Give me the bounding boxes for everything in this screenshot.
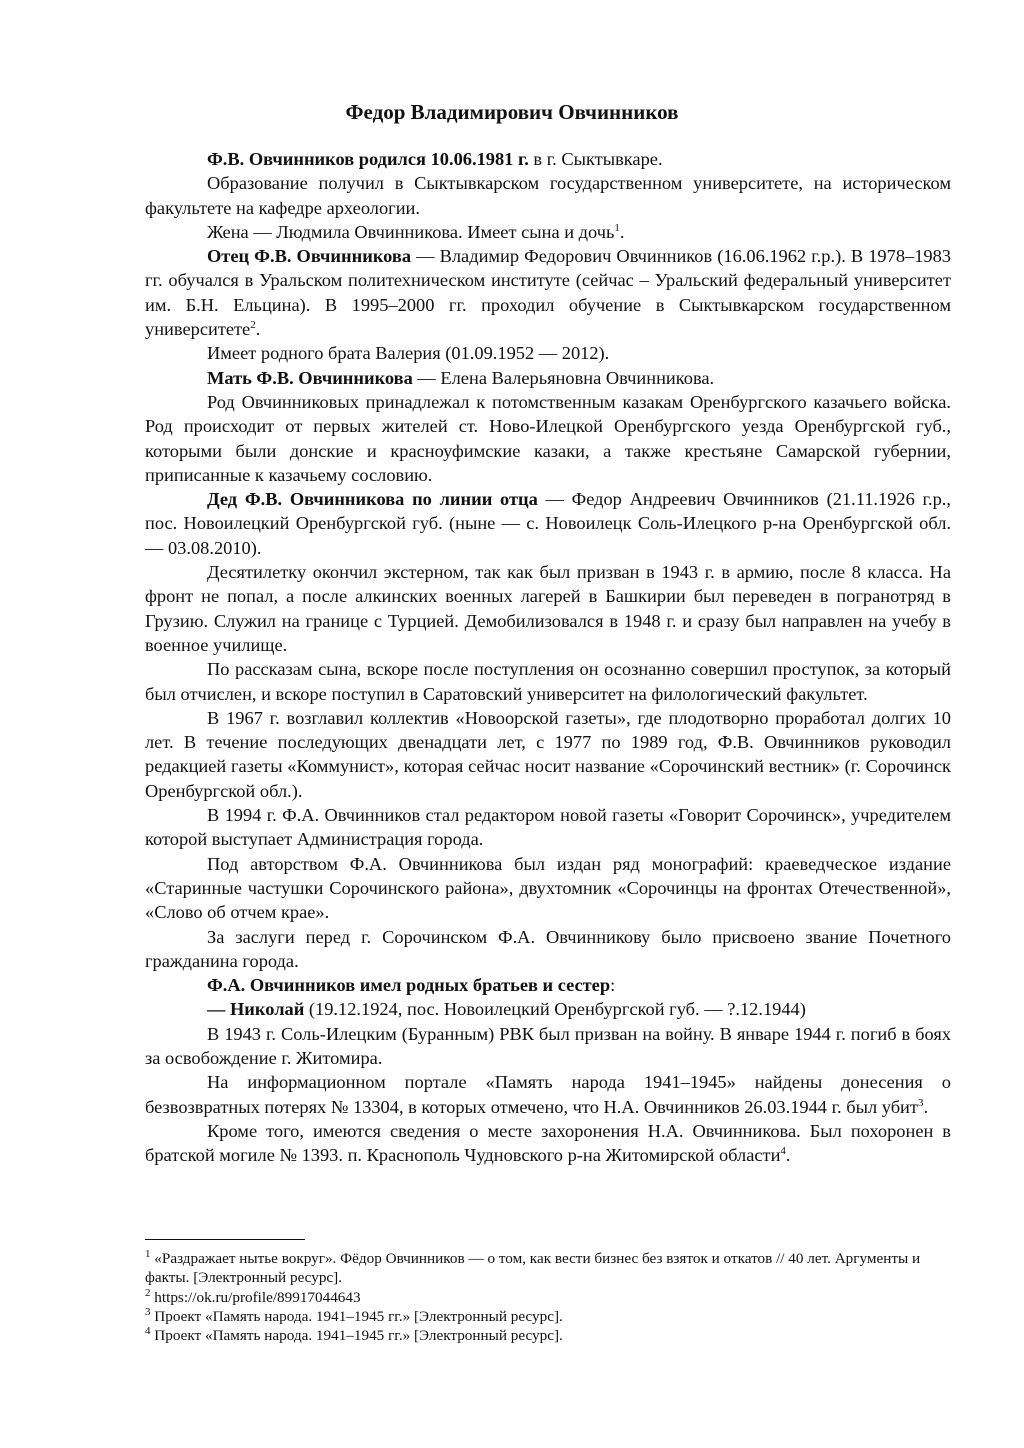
paragraph-text: Десятилетку окончил экстерном, так как был призван в 1943 г. в армию, после 8 класса. На фронт не попал, а после алкинских военных лагерей в Башкирии был переведен в погранотряд в Грузию. Служил на границе с Турцией. Демобилизовался в 1948 г. и сразу был направлен на учебу в военное училище.: [145, 562, 951, 655]
paragraph-text: — Елена Валерьяновна Овчинникова.: [412, 367, 715, 388]
footnote-reference[interactable]: 2: [250, 318, 256, 331]
paragraph: [145, 244, 951, 341]
footnote-number: 4: [145, 1325, 151, 1338]
paragraph: [145, 1022, 951, 1071]
footnote: [145, 1249, 951, 1288]
paragraph-text-end: .: [923, 1096, 929, 1117]
paragraph-text: За заслуги перед г. Сорочинском Ф.А. Овчинникову было присвоено звание Почетного гражданина города.: [145, 926, 951, 971]
footnote-text: «Раздражает нытье вокруг». Фёдор Овчинников — о том, как вести бизнес без взяток и откатов // 40 лет. Аргументы и факты. [Электронный ресурс].: [145, 1250, 921, 1287]
paragraph: [145, 171, 951, 220]
footnote-separator: [145, 1239, 305, 1240]
paragraph-text: — Владимир Федорович Овчинников (16.06.1962 г.р.). В 1978–1983 гг. обучался в Уральском политехническом институте (сейчас – Уральский федеральный университет им. Б.Н. Ельцина). В 1995–2000 гг. проходил обучение в Сыктывкарском государственном университете: [145, 246, 951, 340]
paragraph-text: По рассказам сына, вскоре после поступления он осознанно совершил проступок, за который был отчислен, и вскоре поступил в Саратовский университет на филологический факультет.: [145, 659, 951, 704]
paragraph: [145, 390, 951, 487]
footnote-reference[interactable]: 1: [614, 221, 620, 234]
footnote: [145, 1307, 951, 1326]
paragraph: [145, 997, 951, 1021]
paragraph-text: (19.12.1924, пос. Новоилецкий Оренбургской губ. — ?.12.1944): [304, 999, 806, 1020]
paragraph-bold-lead: Ф.А. Овчинников имел родных братьев и сестер: [207, 975, 611, 996]
paragraph: [145, 657, 951, 706]
paragraph-bold-lead: — Николай: [207, 999, 305, 1020]
paragraph: [145, 1070, 951, 1119]
paragraph-bold-lead: Мать Ф.В. Овчинникова: [207, 367, 413, 388]
footnote-number: 1: [145, 1247, 151, 1260]
paragraph: [145, 560, 951, 657]
paragraph-text-end: .: [619, 221, 625, 242]
paragraph-bold-lead: Ф.В. Овчинников родился 10.06.1981 г.: [207, 149, 529, 169]
footnote: [145, 1288, 951, 1307]
footnotes: [145, 1249, 951, 1345]
footnote-text: https://ok.ru/profile/89917044643: [150, 1288, 361, 1306]
footnote-reference[interactable]: 3: [917, 1096, 924, 1109]
paragraph-text: Имеет родного брата Валерия (01.09.1952 — 2012).: [207, 343, 610, 364]
paragraph: [145, 925, 951, 974]
paragraph-text: В 1967 г. возглавил коллектив «Новоорской газеты», где плодотворно проработал долгих 10 лет. В течение последующих двенадцати лет, с 1977 по 1989 год, Ф.В. Овчинников руководил редакцией газеты «Коммунист», которая сейчас носит название «Сорочинский вестник» (г. Сорочинск Оренбургской обл.).: [145, 707, 951, 801]
paragraph-bold-lead: Отец Ф.В. Овчинникова: [207, 246, 412, 267]
paragraph: [145, 147, 951, 171]
paragraph-text: В 1994 г. Ф.А. Овчинников стал редактором новой газеты «Говорит Сорочинск», учредителем которой выступает Администрация города.: [145, 805, 951, 850]
paragraph-text: В 1943 г. Соль-Илецким (Буранным) РВК был призван на войну. В январе 1944 г. погиб в боях за освобождение г. Житомира.: [145, 1023, 951, 1068]
paragraph: [145, 487, 951, 560]
footnote-number: 2: [145, 1286, 151, 1299]
paragraph: [145, 1119, 951, 1168]
paragraph-text: в г. Сыктывкаре.: [528, 149, 663, 169]
paragraph: [145, 803, 951, 852]
paragraph-text: Жена — Людмила Овчинникова. Имеет сына и дочь: [207, 221, 615, 242]
paragraph-text-end: .: [255, 319, 261, 340]
footnote: [145, 1326, 951, 1345]
paragraph-text: — Федор Андреевич Овчинников (21.11.1926 г.р., пос. Новоилецкий Оренбургской губ. (ныне — с. Новоилецк Соль-Илецкого р-на Оренбургской обл. — 03.08.2010).: [145, 489, 951, 558]
paragraph-text: :: [610, 975, 616, 996]
paragraph-text: Под авторством Ф.А. Овчинникова был издан ряд монографий: краеведческое издание «Старинные частушки Сорочинского района», двухтомник «Сорочинцы на фронтах Отечественной», «Слово об отчем крае».: [145, 853, 951, 923]
document-body: [145, 147, 951, 1167]
paragraph-text: Род Овчинниковых принадлежал к потомственным казакам Оренбургского казачьего войска. Род происходит от первых жителей ст. Ново-Илецкой Оренбургского уезда Оренбургской губ., которыми были донские и красноуфимские казаки, а также крестьяне Самарской губернии, приписанные к казачьему сословию.: [145, 391, 951, 485]
page-title: Федор Владимирович Овчинников: [345, 100, 679, 124]
paragraph: [145, 220, 951, 244]
paragraph: [145, 852, 951, 925]
paragraph: [145, 366, 951, 390]
footnote-text: Проект «Память народа. 1941–1945 гг.» [Электронный ресурс].: [150, 1327, 563, 1345]
footnote-number: 3: [145, 1305, 151, 1318]
paragraph: [145, 706, 951, 803]
paragraph-text: Образование получил в Сыктывкарском государственном университете, на историческом факультете на кафедре археологии.: [145, 173, 951, 218]
paragraph-text: Кроме того, имеются сведения о месте захоронения Н.А. Овчинникова. Был похоронен в братской могиле № 1393. п. Краснополь Чудновского р-на Житомирской области: [145, 1120, 951, 1166]
footnote-text: Проект «Память народа. 1941–1945 гг.» [Электронный ресурс].: [150, 1307, 563, 1325]
paragraph-text: На информационном портале «Память народа 1941–1945» найдены донесения о безвозвратных потерях № 13304, в которых отмечено, что Н.А. Овчинников 26.03.1944 г. был убит: [145, 1072, 951, 1117]
paragraph-text-end: .: [785, 1145, 791, 1166]
paragraph: [145, 341, 951, 365]
paragraph-bold-lead: Дед Ф.В. Овчинникова по линии отца: [207, 489, 538, 510]
footnote-reference[interactable]: 4: [780, 1145, 786, 1158]
paragraph: [145, 973, 951, 997]
